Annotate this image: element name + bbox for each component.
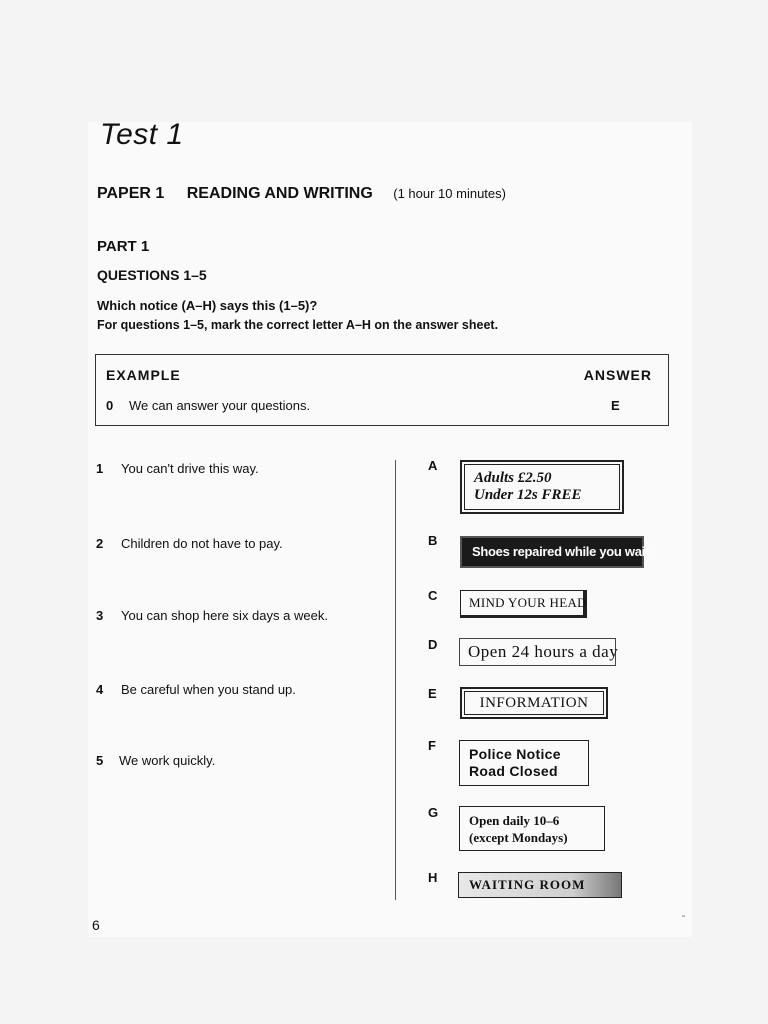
questions-range: QUESTIONS 1–5 <box>97 267 207 283</box>
notice-g-line1: Open daily 10–6 <box>469 813 560 828</box>
notice-letter: F <box>428 738 436 753</box>
notice-letter: E <box>428 686 437 701</box>
column-divider <box>395 460 396 900</box>
example-answer: E <box>611 398 620 413</box>
notice-letter: B <box>428 533 438 548</box>
notice-a-line2: Under 12s FREE <box>474 487 582 503</box>
notice-d-text: Open 24 hours a day <box>468 642 619 661</box>
notice-a <box>460 460 624 514</box>
notice-letter: H <box>428 870 438 885</box>
notice-f-line2: Road Closed <box>469 763 558 779</box>
paper-heading <box>97 185 506 203</box>
notice-f-line1: Police Notice <box>469 746 561 762</box>
question-text: You can shop here six days a week. <box>121 608 328 623</box>
corner-mark: ˜ <box>682 914 685 924</box>
notice-letter: D <box>428 637 438 652</box>
test-title: Test 1 <box>100 118 184 151</box>
answer-label: ANSWER <box>583 367 652 383</box>
example-text: We can answer your questions. <box>129 398 311 413</box>
notice-letter: A <box>428 458 438 473</box>
question-number: 4 <box>96 682 104 697</box>
instruction-2: For questions 1–5, mark the correct letter A–H on the answer sheet. <box>97 318 499 332</box>
notice-a-line1: Adults £2.50 <box>474 470 552 486</box>
question-text: Be careful when you stand up. <box>121 682 296 697</box>
notice-h <box>458 872 622 898</box>
question-number: 3 <box>96 608 104 623</box>
example-box <box>95 354 669 426</box>
part-heading: PART 1 <box>97 238 150 255</box>
notice-b <box>460 536 649 568</box>
notice-b-text: Shoes repaired while you wait <box>472 544 649 559</box>
question-text: We work quickly. <box>119 753 216 768</box>
example-label: EXAMPLE <box>106 367 181 383</box>
notice-e <box>460 687 608 719</box>
notice-letter: G <box>428 805 439 820</box>
notice-c <box>460 590 587 618</box>
example-number: 0 <box>106 398 114 413</box>
notice-g-line2: (except Mondays) <box>469 830 568 845</box>
notice-c-text: MIND YOUR HEAD <box>469 595 587 610</box>
question-text: You can't drive this way. <box>121 461 259 476</box>
question-number: 2 <box>96 536 104 551</box>
paper-label: PAPER 1 <box>97 185 165 202</box>
instruction-1: Which notice (A–H) says this (1–5)? <box>97 298 318 313</box>
notice-e-text: INFORMATION <box>479 695 589 711</box>
question-number: 5 <box>96 753 104 768</box>
question-number: 1 <box>96 461 104 476</box>
notice-letter: C <box>428 588 438 603</box>
notice-h-text: WAITING ROOM <box>469 877 586 892</box>
question-text: Children do not have to pay. <box>121 536 283 551</box>
paper-name: READING AND WRITING <box>186 185 373 202</box>
notice-g <box>459 806 605 851</box>
paper-duration: (1 hour 10 minutes) <box>393 186 506 201</box>
page-number: 6 <box>92 917 100 933</box>
notice-f <box>459 740 589 786</box>
notice-d <box>459 638 619 666</box>
